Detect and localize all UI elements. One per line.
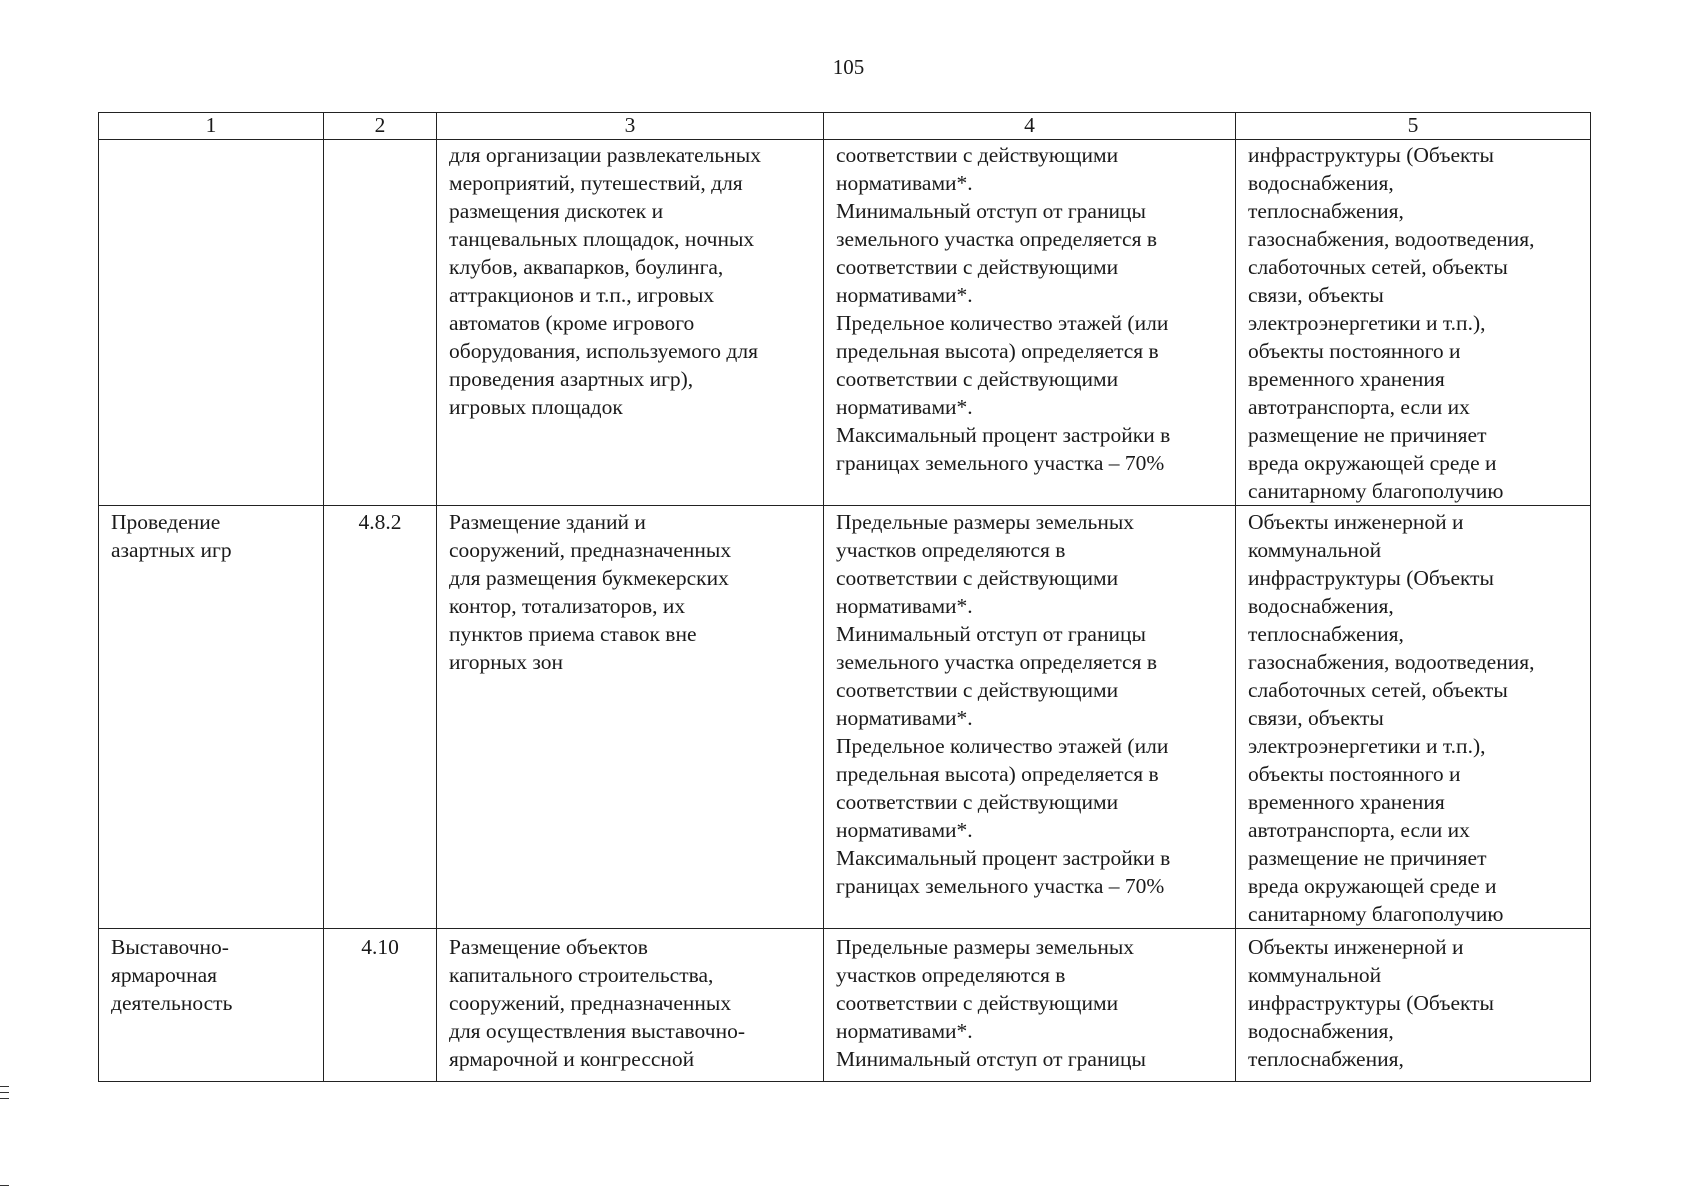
use-type-code-cell: 4.10	[324, 929, 437, 1082]
binding-mark	[0, 1098, 9, 1099]
table-row	[99, 140, 1591, 506]
use-type-description-cell: Размещение зданий и сооружений, предназначенных для размещения букмекерских контор, тотализаторов, их пунктов приема ставок вне игорных зон	[437, 506, 824, 929]
use-type-code-cell	[324, 140, 437, 506]
table-header-row	[99, 113, 1591, 140]
column-header-1: 1	[99, 113, 324, 140]
use-type-description-cell: для организации развлекательных мероприятий, путешествий, для размещения дискотек и танцевальных площадок, ночных клубов, аквапарков, боулинга, аттракционов и т.п., игровых автоматов (кроме игрового оборудования, используемого для проведения азартных игр), игровых площадок	[437, 140, 824, 506]
parameters-cell: Предельные размеры земельных участков определяются в соответствии с действующими нормативами*. Минимальный отступ от границы земельного участка определяется в соответствии с действующими нормативами*. Предельное количество этажей (или предельная высота) определяется в соответствии с действующими нормативами*. Максимальный процент застройки в границах земельного участка – 70%	[824, 506, 1236, 929]
column-header-3: 3	[437, 113, 824, 140]
use-type-name-cell: Проведение азартных игр	[99, 506, 324, 929]
use-type-description-cell: Размещение объектов капитального строительства, сооружений, предназначенных для осуществления выставочно- ярмарочной и конгрессной	[437, 929, 824, 1082]
binding-mark	[0, 1086, 9, 1087]
page-number: 105	[832, 55, 865, 79]
regulations-table	[98, 112, 1591, 1082]
table-row	[99, 929, 1591, 1082]
binding-mark	[0, 1092, 9, 1093]
table-row	[99, 506, 1591, 929]
column-header-2: 2	[324, 113, 437, 140]
auxiliary-uses-cell: Объекты инженерной и коммунальной инфраструктуры (Объекты водоснабжения, теплоснабжения,	[1236, 929, 1591, 1082]
use-type-name-cell	[99, 140, 324, 506]
auxiliary-uses-cell: Объекты инженерной и коммунальной инфраструктуры (Объекты водоснабжения, теплоснабжения, газоснабжения, водоотведения, слаботочных сетей, объекты связи, объекты электроэнергетики и т.п.), объекты постоянного и временного хранения автотранспорта, если их размещение не причиняет вреда окружающей среде и санитарному благополучию	[1236, 506, 1591, 929]
use-type-name-cell: Выставочно- ярмарочная деятельность	[99, 929, 324, 1082]
auxiliary-uses-cell: инфраструктуры (Объекты водоснабжения, теплоснабжения, газоснабжения, водоотведения, слаботочных сетей, объекты связи, объекты электроэнергетики и т.п.), объекты постоянного и временного хранения автотранспорта, если их размещение не причиняет вреда окружающей среде и санитарному благополучию	[1236, 140, 1591, 506]
parameters-cell: Предельные размеры земельных участков определяются в соответствии с действующими нормативами*. Минимальный отступ от границы	[824, 929, 1236, 1082]
binding-mark	[0, 1185, 9, 1186]
use-type-code-cell: 4.8.2	[324, 506, 437, 929]
column-header-5: 5	[1236, 113, 1591, 140]
column-header-4: 4	[824, 113, 1236, 140]
parameters-cell: соответствии с действующими нормативами*. Минимальный отступ от границы земельного участка определяется в соответствии с действующими нормативами*. Предельное количество этажей (или предельная высота) определяется в соответствии с действующими нормативами*. Максимальный процент застройки в границах земельного участка – 70%	[824, 140, 1236, 506]
